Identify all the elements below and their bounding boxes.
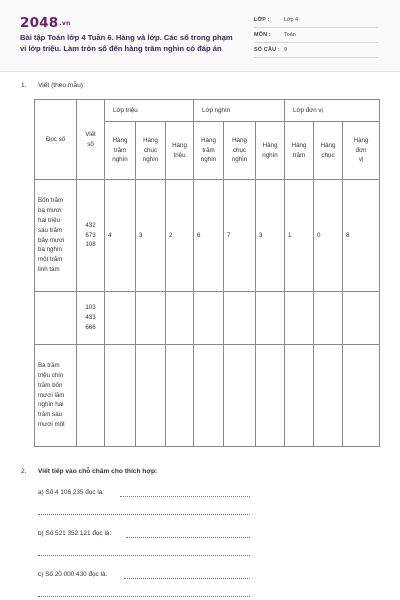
cell-digit: 0 bbox=[314, 180, 343, 292]
site-logo[interactable] bbox=[20, 15, 70, 31]
header-place: Hàng trăm nghìn bbox=[194, 122, 224, 180]
cell-digit-blank[interactable] bbox=[224, 292, 256, 345]
place-value-table bbox=[34, 99, 380, 447]
cell-digit-blank[interactable] bbox=[136, 345, 166, 447]
logo-text: 2048 bbox=[20, 15, 59, 31]
document-title-line-1: Bài tập Toán lớp 4 Tuần 6. Hàng và lớp. Các số trong phạm bbox=[20, 33, 233, 42]
header-write-number bbox=[77, 100, 105, 180]
cell-digit-blank[interactable] bbox=[166, 292, 194, 345]
cell-digit-blank[interactable] bbox=[224, 345, 256, 447]
header-place: Hàng nghìn bbox=[256, 122, 285, 180]
cell-digit: 6 bbox=[194, 180, 224, 292]
document-title-line-2: vi lớp triệu. Làm tròn số đến hàng trăm nghìn có đáp án bbox=[20, 43, 222, 53]
meta-question-count bbox=[254, 44, 378, 58]
header-write-number-line-2: số bbox=[87, 140, 94, 148]
cell-digit: 1 bbox=[285, 180, 314, 292]
header-read-number: Đọc số bbox=[35, 100, 77, 180]
question-2-number: 2. bbox=[21, 468, 27, 475]
meta-class-label: LỚP : bbox=[254, 17, 270, 23]
cell-digit-blank[interactable] bbox=[285, 292, 314, 345]
answer-line-2c-2[interactable] bbox=[38, 596, 250, 597]
meta-question-count-label: SỐ CÂU : bbox=[254, 47, 280, 53]
cell-digit: 3 bbox=[136, 180, 166, 292]
cell-digit: 3 bbox=[256, 180, 285, 292]
answer-line-2a-1[interactable] bbox=[120, 496, 250, 497]
header-write-number-line-1: Viết bbox=[85, 130, 96, 138]
table-row bbox=[35, 292, 380, 345]
header-place: Hàng chục nghìn bbox=[224, 122, 256, 180]
answer-line-2a-2[interactable] bbox=[38, 514, 250, 515]
cell-read-number: Ba trăm triệu chín trăm bốn mươi lăm nghìn hai trăm sáu mươi mốt bbox=[35, 345, 77, 447]
table-row bbox=[35, 180, 380, 292]
answer-line-2b-1[interactable] bbox=[126, 537, 250, 538]
answer-line-2c-1[interactable] bbox=[124, 578, 250, 579]
question-1-number: 1. bbox=[21, 82, 27, 89]
cell-read-number: Bốn trăm ba mươi hai triệu sáu trăm bảy mươi ba nghìn một trăm linh tám bbox=[35, 180, 77, 292]
cell-digit-blank[interactable] bbox=[166, 345, 194, 447]
cell-digit-blank[interactable] bbox=[194, 292, 224, 345]
page-header bbox=[0, 0, 400, 72]
meta-class-value: Lớp 4 bbox=[284, 17, 299, 23]
question-2-text: Viết tiếp vào chỗ chấm cho thích hợp: bbox=[38, 468, 158, 475]
cell-digit-blank[interactable] bbox=[314, 292, 343, 345]
cell-digit-blank[interactable] bbox=[256, 292, 285, 345]
question-1-heading bbox=[21, 82, 221, 92]
header-place: Hàng trăm nghìn bbox=[105, 122, 136, 180]
header-place: Hàng chục bbox=[314, 122, 343, 180]
meta-question-count-value: 9 bbox=[284, 47, 287, 53]
table-header-row-groups bbox=[35, 100, 380, 122]
cell-digit: 7 bbox=[224, 180, 256, 292]
meta-subject-label: MÔN : bbox=[254, 32, 271, 38]
cell-digit: 4 bbox=[105, 180, 136, 292]
cell-digit-blank[interactable] bbox=[256, 345, 285, 447]
cell-digit-blank[interactable] bbox=[285, 345, 314, 447]
cell-digit-blank[interactable] bbox=[105, 345, 136, 447]
header-group-thousands: Lớp nghìn bbox=[194, 100, 285, 122]
cell-read-number-blank[interactable] bbox=[35, 292, 77, 345]
meta-class bbox=[254, 14, 378, 28]
header-group-millions: Lớp triệu bbox=[105, 100, 194, 122]
cell-digit: 2 bbox=[166, 180, 194, 292]
header-place: Hàng chục nghìn bbox=[136, 122, 166, 180]
cell-digit-blank[interactable] bbox=[343, 292, 380, 345]
cell-digit-blank[interactable] bbox=[136, 292, 166, 345]
header-place: Hàng triệu bbox=[166, 122, 194, 180]
header-place: Hàng đơn vị bbox=[343, 122, 380, 180]
question-2-heading bbox=[21, 468, 321, 478]
meta-subject-value: Toán bbox=[284, 32, 296, 38]
question-2b-prompt: b) Số 521 352 121 đọc là: bbox=[38, 530, 112, 537]
cell-digit: 8 bbox=[343, 180, 380, 292]
meta-subject bbox=[254, 29, 378, 43]
table-row bbox=[35, 345, 380, 447]
header-group-units: Lớp đơn vị bbox=[285, 100, 380, 122]
cell-write-number: 103 433 666 bbox=[77, 292, 105, 345]
cell-digit-blank[interactable] bbox=[314, 345, 343, 447]
cell-digit-blank[interactable] bbox=[194, 345, 224, 447]
question-2a-prompt: a) Số 4 106 235 đọc là: bbox=[38, 489, 105, 496]
cell-write-number-blank[interactable] bbox=[77, 345, 105, 447]
question-1-text: Viết (theo mẫu): bbox=[38, 82, 85, 89]
header-place: Hàng trăm bbox=[285, 122, 314, 180]
cell-digit-blank[interactable] bbox=[343, 345, 380, 447]
cell-write-number: 432 673 108 bbox=[77, 180, 105, 292]
answer-line-2b-2[interactable] bbox=[38, 555, 250, 556]
question-2c-prompt: c) Số 20 000 430 đọc là: bbox=[38, 571, 108, 578]
cell-digit-blank[interactable] bbox=[105, 292, 136, 345]
logo-suffix: .vn bbox=[59, 20, 71, 27]
document-title bbox=[20, 33, 248, 54]
